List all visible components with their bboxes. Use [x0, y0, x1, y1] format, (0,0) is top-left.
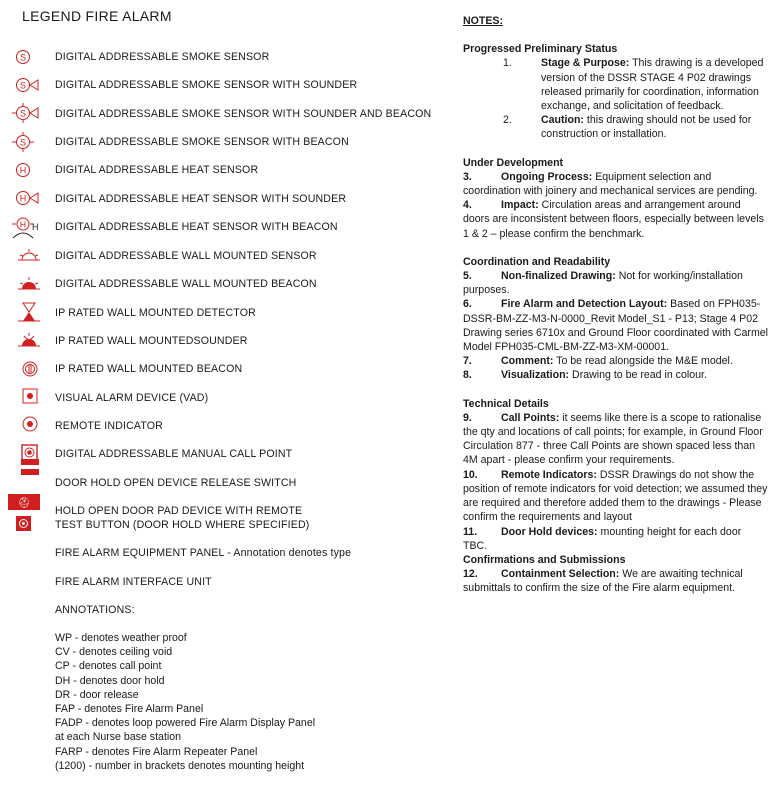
annotation-item: CP - denotes call point — [55, 660, 162, 673]
legend-label-door-hold-release: DOOR HOLD OPEN DEVICE RELEASE SWITCH — [55, 477, 297, 489]
legend-label-remote-indicator: REMOTE INDICATOR — [55, 420, 163, 432]
wall-mounted-sensor-icon — [8, 245, 40, 265]
note-item: 6. Fire Alarm and Detection Layout: Based on FPH035-DSSR-BM-ZZ-M3-N-0000_Revit Model_S1 - P13; Stage 4 P02 Drawing series 6710x and Ground Floor coordinated with Carmel Model FPH035-CML-BM-ZZ-M3-XM-00001. — [463, 298, 769, 354]
annotation-item: at each Nurse base station — [55, 731, 182, 744]
svg-text:⛑: ⛑ — [17, 498, 31, 509]
legend-label-door-pad-1: HOLD OPEN DOOR PAD DEVICE WITH REMOTE — [55, 505, 303, 517]
svg-text:S: S — [19, 80, 27, 91]
legend-label-fa-interface: FIRE ALARM INTERFACE UNIT — [55, 576, 212, 588]
svg-text:H: H — [19, 193, 27, 204]
legend-label-ip-detector: IP RATED WALL MOUNTED DETECTOR — [55, 307, 256, 319]
smoke-sensor-sounder-icon — [8, 75, 40, 95]
door-hold-release-icon — [8, 456, 40, 478]
ip-wall-sounder-icon — [8, 330, 40, 350]
note-item: 1. Stage & Purpose: This drawing is a developed version of the DSSR STAGE 4 P02 drawings released primarily for coordination, information exchange, and solicitation of feedback. — [503, 57, 764, 113]
smoke-sensor-beacon-icon — [8, 132, 40, 152]
legend-title: LEGEND FIRE ALARM — [22, 8, 172, 24]
legend-label-smoke-sounder-beacon: DIGITAL ADDRESSABLE SMOKE SENSOR WITH SOUNDER AND BEACON — [55, 108, 432, 120]
legend-label-wall-beacon: DIGITAL ADDRESSABLE WALL MOUNTED BEACON — [55, 278, 317, 290]
notes-heading-under-development: Under Development — [463, 156, 564, 169]
notes-heading-confirmations: Confirmations and Submissions — [463, 553, 626, 566]
legend-label-smoke-sensor: DIGITAL ADDRESSABLE SMOKE SENSOR — [55, 51, 270, 63]
note-item: 9. Call Points: it seems like there is a scope to rationalise the qty and locations of call points; for example, in Ground Floor Circulation 877 - three Call Points are shown spaced less than 4M apart - please confirm your requirements. — [463, 411, 763, 467]
legend-label-fa-panel: FIRE ALARM EQUIPMENT PANEL - Annotation denotes type — [55, 547, 352, 559]
heat-beacon-h-text: H — [32, 222, 39, 232]
svg-text:S: S — [19, 52, 27, 63]
ip-wall-detector-icon — [8, 301, 40, 323]
legend-label-ip-beacon: IP RATED WALL MOUNTED BEACON — [55, 363, 243, 375]
annotation-item: FAP - denotes Fire Alarm Panel — [55, 702, 204, 715]
legend-label-heat-beacon: DIGITAL ADDRESSABLE HEAT SENSOR WITH BEACON — [55, 221, 338, 233]
note-item: 4. Impact: Circulation areas and arrangement around doors are inconsistent between floors, especially between levels 1 & 2 – please confirm the benchmark. — [463, 199, 764, 240]
status-list — [503, 56, 768, 141]
legend-label-wall-sensor: DIGITAL ADDRESSABLE WALL MOUNTED SENSOR — [55, 250, 317, 262]
legend-label-heat-sensor: DIGITAL ADDRESSABLE HEAT SENSOR — [55, 164, 259, 176]
ip-wall-beacon-icon — [8, 359, 40, 379]
door-pad-remote-test-icon — [8, 492, 40, 536]
legend-label-ip-sounder: IP RATED WALL MOUNTEDSOUNDER — [55, 335, 248, 347]
annotation-item: (1200) - number in brackets denotes mounting height — [55, 759, 305, 772]
legend-label-smoke-sounder: DIGITAL ADDRESSABLE SMOKE SENSOR WITH SOUNDER — [55, 79, 358, 91]
note-item: 10. Remote Indicators: DSSR Drawings do not show the position of remote indicators for void detection; we assumed they are required and therefore added them to the drawings - Please confirm the requirements and layout — [463, 468, 768, 524]
note-item: 11. Door Hold devices: mounting height for each door TBC. — [463, 525, 742, 552]
svg-text:H: H — [19, 165, 27, 176]
legend-label-annotations: ANNOTATIONS: — [55, 604, 135, 616]
annotation-item: DH - denotes door hold — [55, 674, 165, 687]
wall-mounted-beacon-icon — [8, 274, 40, 294]
legend-label-heat-sounder: DIGITAL ADDRESSABLE HEAT SENSOR WITH SOUNDER — [55, 193, 347, 205]
heat-sensor-sounder-icon — [8, 188, 40, 208]
note-item: 7. Comment: To be read alongside the M&E model. — [463, 355, 733, 368]
smoke-sensor-icon — [8, 47, 40, 67]
note-item: 3. Ongoing Process: Equipment selection and coordination with joinery and mechanical services are pending. — [463, 170, 758, 198]
legend-label-manual-call-point: DIGITAL ADDRESSABLE MANUAL CALL POINT — [55, 448, 293, 460]
legend-label-door-pad-2: TEST BUTTON (DOOR HOLD WHERE SPECIFIED) — [55, 519, 310, 531]
annotation-item: DR - door release — [55, 688, 139, 701]
notes-heading-status: Progressed Preliminary Status — [463, 43, 618, 56]
note-item: 5. Non-finalized Drawing: Not for working/installation purposes. — [463, 270, 743, 297]
note-item: 2. Caution: this drawing should not be used for construction or installation. — [503, 114, 752, 141]
svg-text:H: H — [19, 219, 27, 230]
notes-heading-technical: Technical Details — [463, 397, 549, 410]
annotations-list — [55, 631, 315, 773]
smoke-sensor-sounder-beacon-icon — [8, 103, 40, 123]
legend-label-vad: VISUAL ALARM DEVICE (VAD) — [55, 392, 209, 404]
annotation-item: CV - denotes ceiling void — [55, 646, 173, 659]
note-item: 8. Visualization: Drawing to be read in colour. — [463, 369, 707, 382]
annotation-item: FADP - denotes loop powered Fire Alarm Display Panel — [55, 717, 316, 730]
annotation-item: WP - denotes weather proof — [55, 632, 187, 644]
notes-heading-coordination: Coordination and Readability — [463, 255, 611, 268]
heat-sensor-icon — [8, 160, 40, 180]
annotation-item: FARP - denotes Fire Alarm Repeater Panel — [55, 745, 258, 758]
legend-label-smoke-beacon: DIGITAL ADDRESSABLE SMOKE SENSOR WITH BEACON — [55, 136, 349, 148]
notes-panel — [463, 14, 768, 596]
remote-indicator-icon — [8, 414, 40, 434]
svg-text:S: S — [19, 108, 27, 119]
svg-text:S: S — [19, 137, 27, 148]
note-item: 12. Containment Selection: We are awaiting technical submittals to confirm the size of the Fire alarm equipment. — [463, 568, 743, 595]
visual-alarm-device-icon — [8, 386, 40, 406]
notes-title: NOTES: — [463, 15, 504, 27]
